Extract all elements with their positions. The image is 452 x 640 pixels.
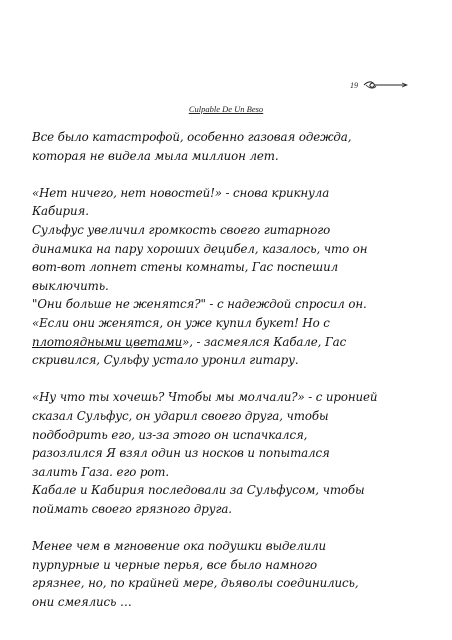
text-line: динамика на пару хороших децибел, казалось, что он [32,241,368,256]
text-line: Все было катастрофой, особенно газовая одежда, [32,130,352,144]
text-fragment: », - засмеялся Кабале, Гас [182,334,347,349]
paragraph-2 [32,184,432,370]
page-number: 19 [350,81,358,90]
text-line: Сульфус увеличил громкость своего гитарного [32,222,331,237]
text-line: которая не видела мыла миллион лет. [32,148,279,163]
text-line: грязнее, но, по крайней мере, дьяволы соединились, [32,576,359,591]
text-line: пурпурные и черные перья, все было намного [32,557,317,572]
body-text [32,128,432,611]
underlined-phrase: плотоядными цветами [32,334,183,349]
text-line: выключить. [32,278,109,293]
text-line: «Ну что ты хочешь? Чтобы мы молчали?» - с иронией [32,390,378,405]
text-line: подбодрить его, из-за этого он испачкался, [32,427,308,442]
text-line: Кабирия. [32,204,89,219]
text-line: «Если они женятся, он уже купил букет! Но с [32,315,330,330]
text-line: «Нет ничего, нет новостей!» - снова крикнула [32,185,330,200]
text-line: "Они больше не женятся?" - с надеждой спросил он. [32,297,367,312]
text-line: Менее чем в мгновение ока подушки выделили [32,539,327,554]
text-line: Кабале и Кабирия последовали за Сульфусом, чтобы [32,483,365,498]
text-line: вот-вот лопнет стены комнаты, Гас поспешил [32,260,339,275]
text-line: залить Газа. его рот. [32,464,170,479]
quill-ornament-icon [362,78,408,92]
text-line: разозлился Я взял один из носков и попытался [32,446,330,461]
text-line: сказал Сульфус, он ударил своего друга, чтобы [32,408,329,423]
text-line: они смеялись … [32,594,132,609]
paragraph-3 [32,388,432,518]
paragraph-1 [32,128,432,165]
text-line [32,333,432,352]
text-line: поймать своего грязного друга. [32,501,232,516]
running-header-title: Culpable De Un Beso [188,104,264,114]
paragraph-4 [32,537,432,611]
text-line: скривился, Сульфу устало уронил гитару. [32,353,299,368]
